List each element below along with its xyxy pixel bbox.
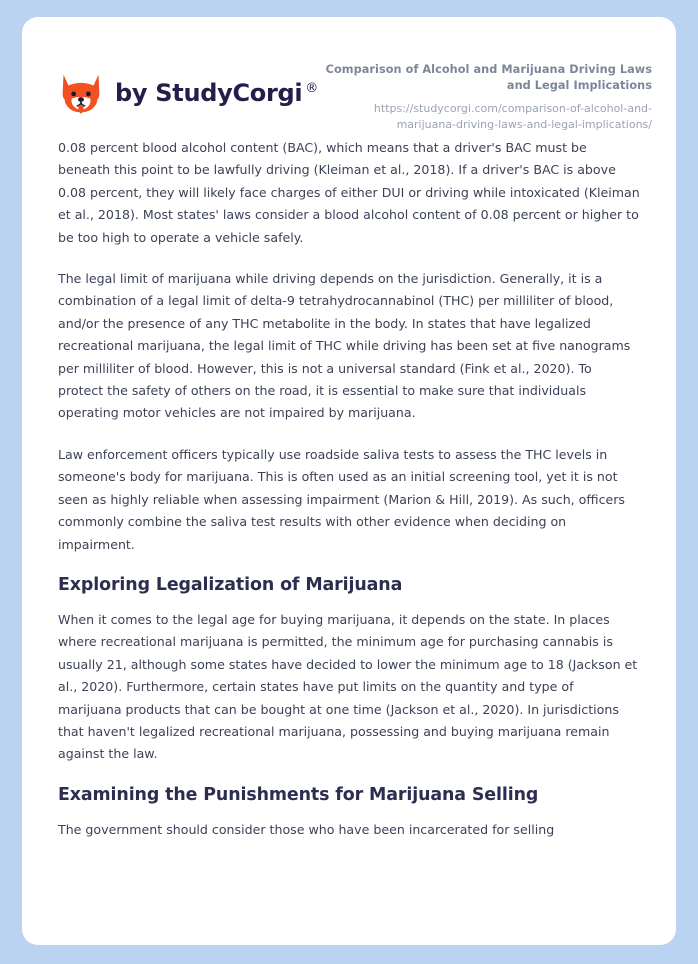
registered-trademark-symbol: ® bbox=[305, 81, 318, 96]
brand-name-text: by StudyCorgi bbox=[115, 79, 303, 107]
body-paragraph: The government should consider those who have been incarcerated for selling bbox=[58, 821, 555, 837]
body-paragraph: 0.08 percent blood alcohol content (BAC), which means that a driver's BAC must be beneath this point to be lawfully driving (Kleiman et al., 2018). If a driver's BAC is above 0.08 percent, they will likely face charges of either DUI or driving while intoxicated (Kleiman et al., 2018). Most states' laws consider a blood alcohol content of 0.08 percent or higher to be too high to operate a vehicle safely. bbox=[58, 140, 640, 245]
document-source-url[interactable]: https://studycorgi.com/comparison-of-alcohol-and-marijuana-driving-laws-and-legal-implications/ bbox=[373, 102, 652, 131]
document-header bbox=[22, 17, 676, 137]
brand-wordmark bbox=[115, 79, 318, 107]
studycorgi-branding bbox=[58, 60, 318, 116]
document-body bbox=[22, 137, 676, 841]
document-page-card bbox=[22, 17, 676, 945]
section-heading: Examining the Punishments for Marijuana Selling bbox=[58, 784, 539, 805]
corgi-face-icon bbox=[58, 70, 104, 116]
body-paragraph: When it comes to the legal age for buying marijuana, it depends on the state. In places where recreational marijuana is permitted, the minimum age for purchasing cannabis is usually 21, although some states have decided to lower the minimum age to 18 (Jackson et al., 2020). Furthermore, certain states have put limits on the quantity and type of marijuana products that can be bought at one time (Jackson et al., 2020). In jurisdictions that haven't legalized recreational marijuana, possessing and buying marijuana remain against the law. bbox=[58, 611, 638, 762]
section-heading: Exploring Legalization of Marijuana bbox=[58, 574, 403, 595]
body-paragraph: The legal limit of marijuana while driving depends on the jurisdiction. Generally, it is a combination of a legal limit of delta-9 tetrahydrocannabinol (THC) per milliliter of blood, and/or the presence of any THC metabolite in the body. In states that have legalized recreational marijuana, the legal limit of THC while driving has been set at five nanograms per milliliter of blood. However, this is not a universal standard (Fink et al., 2020). To protect the safety of others on the road, it is essential to make sure that individuals operating motor vehicles are not impaired by marijuana. bbox=[58, 271, 631, 421]
document-title: Comparison of Alcohol and Marijuana Driving Laws and Legal Implications bbox=[325, 63, 652, 93]
body-paragraph: Law enforcement officers typically use roadside saliva tests to assess the THC levels in someone's body for marijuana. This is often used as an initial screening tool, yet it is not seen as highly reliable when assessing impairment (Marion & Hill, 2019). As such, officers commonly combine the saliva test results with other evidence when deciding on impairment. bbox=[58, 446, 625, 552]
document-meta bbox=[318, 60, 652, 133]
